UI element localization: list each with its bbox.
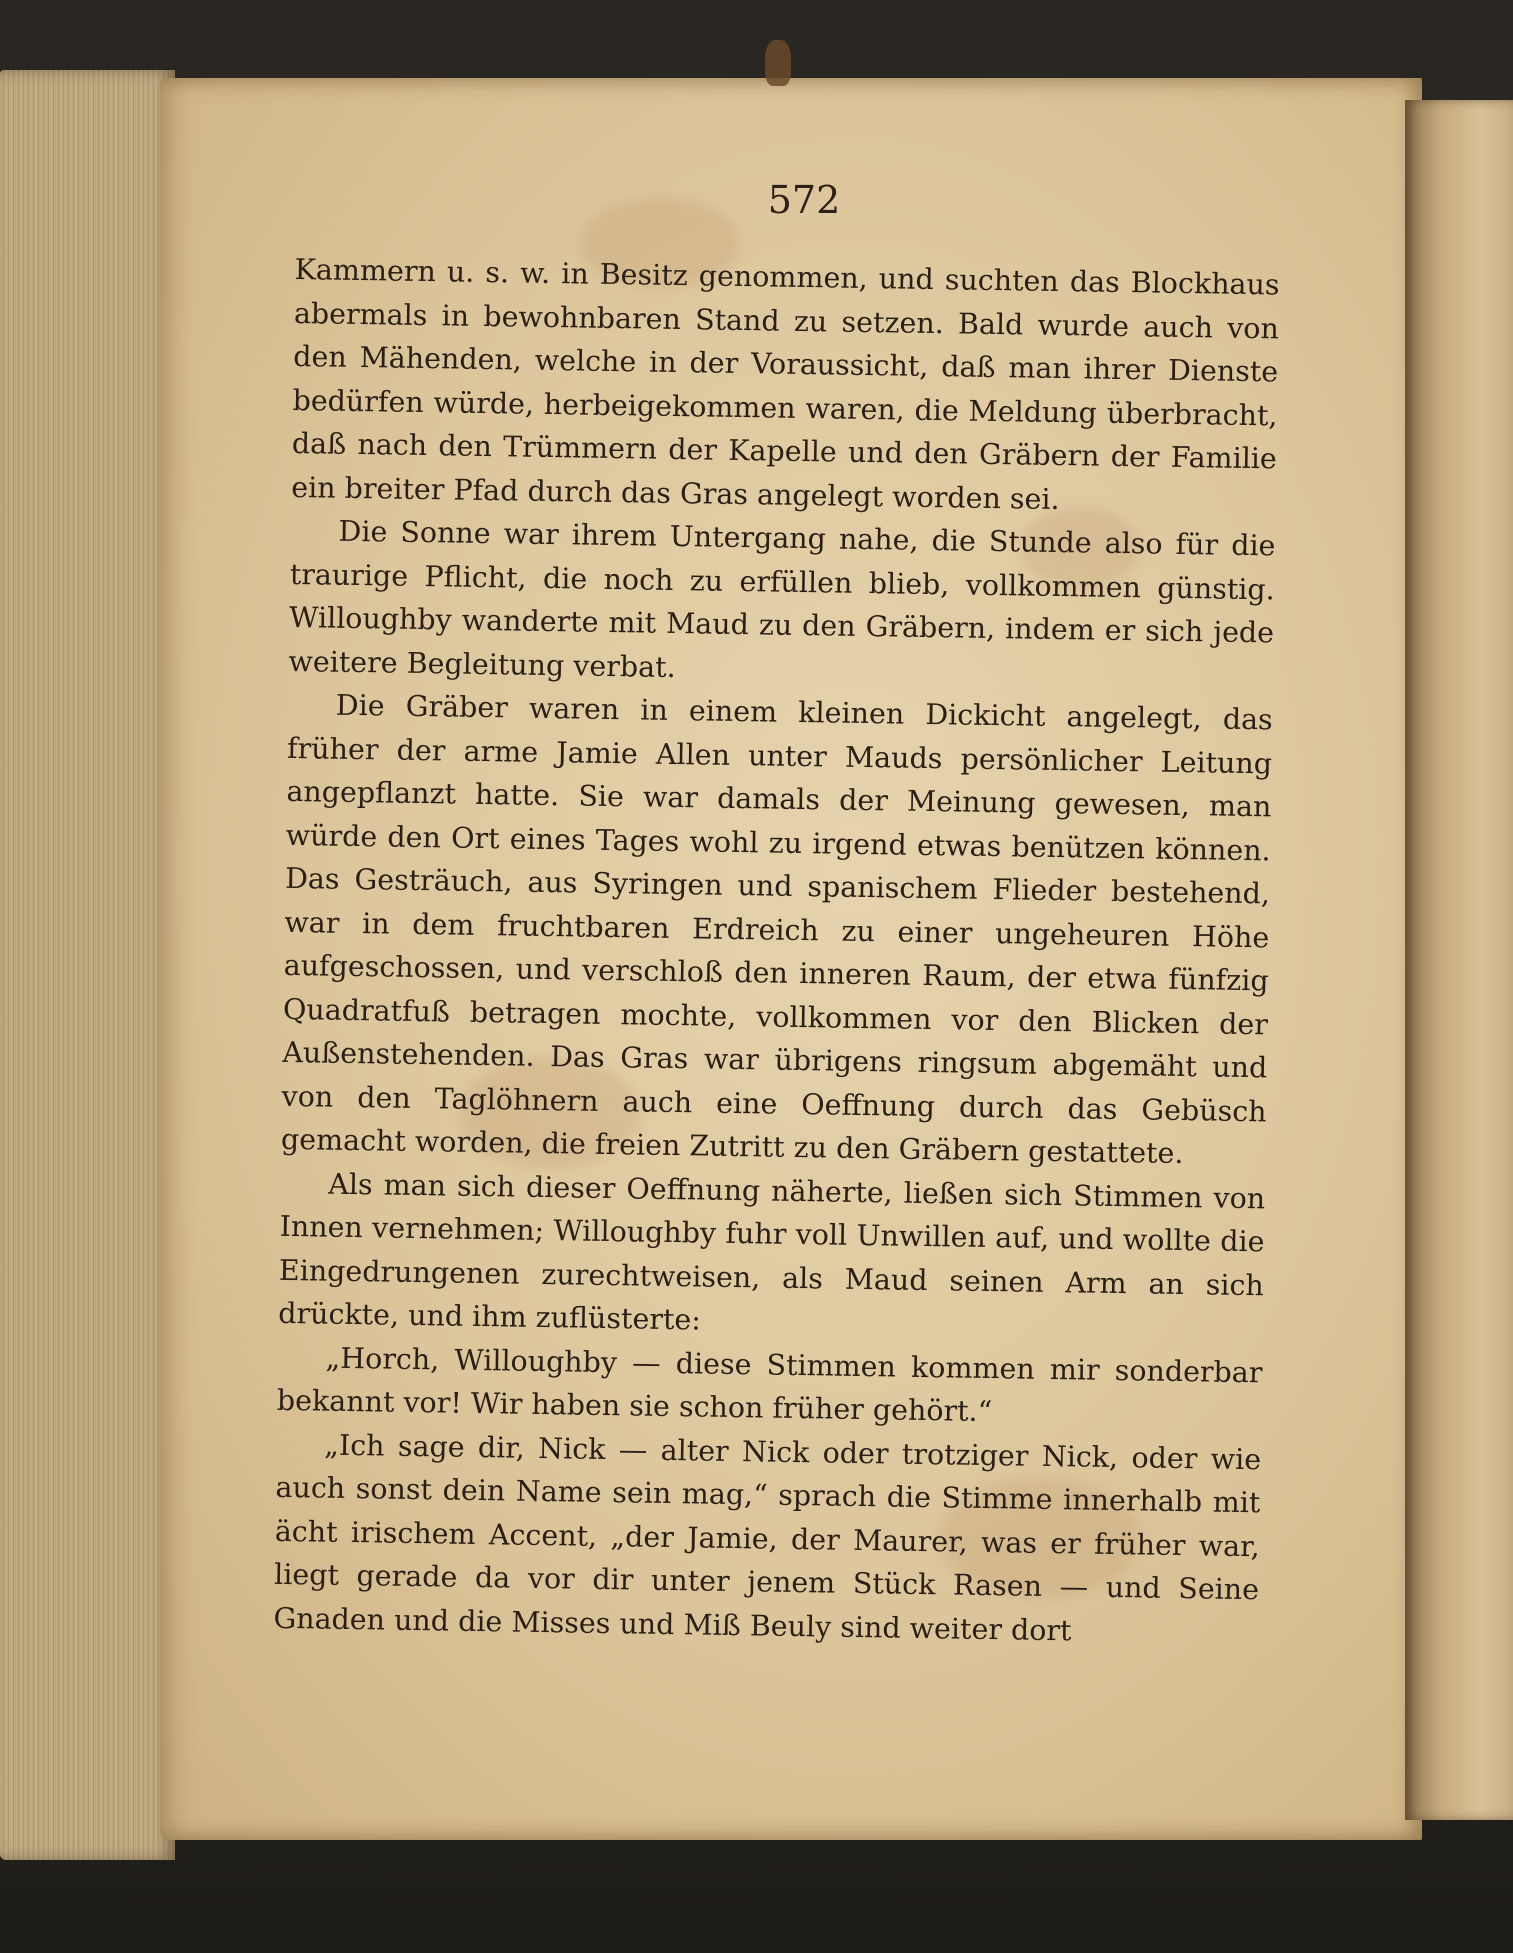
page-tear-mark	[765, 40, 791, 86]
paragraph: Die Gräber waren in einem kleinen Dickicht angelegt, das früher der arme Jamie Allen unter Mauds persönlicher Leitung angepflanzt hatte. Sie war damals der Meinung gewesen, man würde den Ort eines Tages wohl zu irgend etwas benützen können. Das Gesträuch, aus Syringen und spanischem Flieder bestehend, war in dem fruchtbaren Erdreich zu einer ungeheuren Höhe aufgeschossen, und verschloß den inneren Raum, der etwa fünfzig Quadratfuß betragen mochte, vollkommen vor den Blicken der Außenstehenden. Das Gras war übrigens ringsum abgemäht und von den Taglöhnern auch eine Oeffnung durch das Gebüsch gemacht worden, die freien Zutritt zu den Gräbern gestattete.	[280, 688, 1273, 1171]
paragraph: „Ich sage dir, Nick — alter Nick oder trotziger Nick, oder wie auch sonst dein Name sein mag,“ sprach die Stimme innerhalb mit ächt irischem Accent, „der Jamie, der Maurer, was er früher war, liegt gerade da vor dir unter jenem Stück Rasen — und Seine Gnaden und die Misses und Miß Beuly sind weiter dort	[273, 1428, 1262, 1647]
body-text	[273, 248, 1280, 1655]
paragraph: Als man sich dieser Oeffnung näherte, ließen sich Stimmen von Innen vernehmen; Willoughby fuhr voll Unwillen auf, und wollte die Eingedrungenen zurechtweisen, als Maud seinen Arm an sich drückte, und ihm zuflüsterte:	[278, 1167, 1266, 1337]
paragraph: Die Sonne war ihrem Untergang nahe, die Stunde also für die traurige Pflicht, die noch zu erfüllen blieb, vollkommen günstig. Willoughby wanderte mit Maud zu den Gräbern, indem er sich jede weitere Begleitung verbat.	[288, 514, 1276, 684]
paragraph: Kammern u. s. w. in Besitz genommen, und suchten das Blockhaus abermals in bewohnbaren Stand zu setzen. Bald wurde auch von den Mähenden, welche in der Voraussicht, daß man ihrer Dienste bedürfen würde, herbeigekommen waren, die Meldung überbracht, daß nach den Trümmern der Kapelle und den Gräbern der Familie ein breiter Pfad durch das Gras angelegt worden sei.	[290, 252, 1280, 516]
paragraph: „Horch, Willoughby — diese Stimmen kommen mir sonderbar bekannt vor! Wir haben sie schon früher gehört.“	[276, 1341, 1263, 1429]
page-edges	[0, 70, 175, 1860]
page-number: 572	[767, 178, 841, 222]
next-page-edge	[1405, 100, 1513, 1820]
